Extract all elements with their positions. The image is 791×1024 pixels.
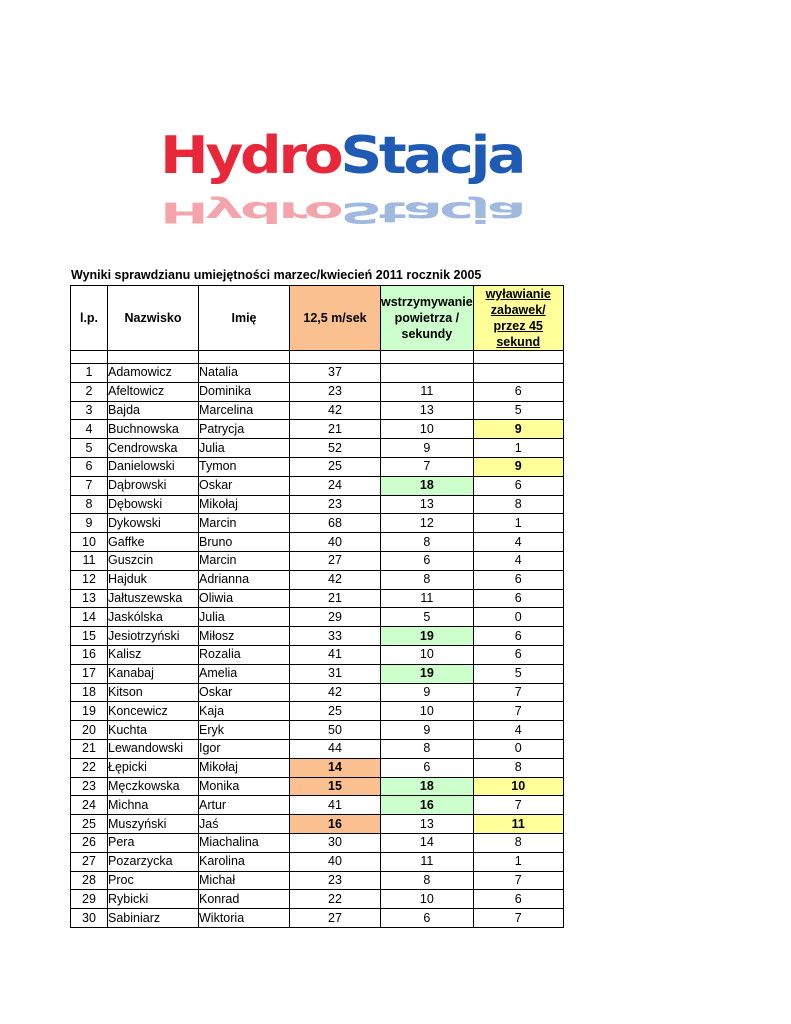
- cell-imie: Wiktoria: [199, 909, 290, 928]
- cell-nazwisko: Jaskólska: [108, 608, 199, 627]
- logo-reflection-hydro: Hydro: [160, 195, 341, 229]
- table-row: [71, 909, 564, 928]
- table-row: [71, 533, 564, 552]
- cell-nazwisko: Rybicki: [108, 890, 199, 909]
- cell-nazwisko: Hajduk: [108, 570, 199, 589]
- cell-nazwisko: Guszcin: [108, 551, 199, 570]
- cell-breath-hold: 13: [381, 401, 474, 420]
- table-row: [71, 514, 564, 533]
- cell-nazwisko: Łępicki: [108, 758, 199, 777]
- cell-breath-hold: 8: [381, 570, 474, 589]
- cell-breath-hold: 13: [381, 815, 474, 834]
- cell-lp: 20: [71, 721, 108, 740]
- cell-imie: Tymon: [199, 457, 290, 476]
- cell-lp: 24: [71, 796, 108, 815]
- cell-nazwisko: Adamowicz: [108, 364, 199, 383]
- cell-imie: Miłosz: [199, 627, 290, 646]
- cell-breath-hold: 6: [381, 909, 474, 928]
- logo-part-stacja: Stacja: [340, 126, 524, 186]
- header-imie: Imię: [199, 286, 290, 351]
- cell-nazwisko: Dykowski: [108, 514, 199, 533]
- cell-imie: Marcin: [199, 551, 290, 570]
- cell-imie: Rozalia: [199, 645, 290, 664]
- cell-breath-hold: 18: [381, 476, 474, 495]
- cell-lp: 28: [71, 871, 108, 890]
- cell-nazwisko: Koncewicz: [108, 702, 199, 721]
- cell-sprint: 42: [290, 570, 381, 589]
- cell-breath-hold: 11: [381, 382, 474, 401]
- table-row: [71, 476, 564, 495]
- cell-imie: Michał: [199, 871, 290, 890]
- logo-part-hydro: Hydro: [160, 126, 341, 186]
- cell-lp: 9: [71, 514, 108, 533]
- cell-sprint: 27: [290, 551, 381, 570]
- cell-lp: 16: [71, 645, 108, 664]
- results-body: [71, 364, 564, 928]
- table-row: [71, 401, 564, 420]
- results-table: [70, 285, 564, 928]
- cell-lp: 25: [71, 815, 108, 834]
- cell-toy-retrieval: 7: [473, 871, 563, 890]
- header-sprint: 12,5 m/sek: [290, 286, 381, 351]
- cell-breath-hold: 10: [381, 890, 474, 909]
- cell-toy-retrieval: 0: [473, 608, 563, 627]
- cell-breath-hold: 11: [381, 589, 474, 608]
- cell-toy-retrieval: 6: [473, 476, 563, 495]
- table-row: [71, 589, 564, 608]
- cell-lp: 23: [71, 777, 108, 796]
- logo-wordmark: [160, 126, 524, 186]
- cell-toy-retrieval: 10: [473, 777, 563, 796]
- cell-nazwisko: Proc: [108, 871, 199, 890]
- cell-imie: Eryk: [199, 721, 290, 740]
- cell-sprint: 14: [290, 758, 381, 777]
- cell-imie: Mikołaj: [199, 495, 290, 514]
- table-row: [71, 570, 564, 589]
- cell-imie: Karolina: [199, 852, 290, 871]
- cell-lp: 27: [71, 852, 108, 871]
- table-row: [71, 457, 564, 476]
- table-row: [71, 702, 564, 721]
- table-row: [71, 890, 564, 909]
- cell-breath-hold: 10: [381, 645, 474, 664]
- table-row: [71, 439, 564, 458]
- cell-lp: 15: [71, 627, 108, 646]
- cell-toy-retrieval: 6: [473, 382, 563, 401]
- cell-sprint: 23: [290, 871, 381, 890]
- table-row: [71, 683, 564, 702]
- cell-toy-retrieval: 1: [473, 439, 563, 458]
- table-row: [71, 420, 564, 439]
- cell-nazwisko: Gaffke: [108, 533, 199, 552]
- cell-imie: Julia: [199, 439, 290, 458]
- cell-lp: 11: [71, 551, 108, 570]
- cell-breath-hold: 6: [381, 758, 474, 777]
- cell-sprint: 25: [290, 702, 381, 721]
- cell-toy-retrieval: 6: [473, 645, 563, 664]
- cell-sprint: 23: [290, 495, 381, 514]
- cell-imie: Dominika: [199, 382, 290, 401]
- cell-breath-hold: 19: [381, 627, 474, 646]
- table-row: [71, 815, 564, 834]
- cell-nazwisko: Michna: [108, 796, 199, 815]
- cell-nazwisko: Bajda: [108, 401, 199, 420]
- cell-lp: 1: [71, 364, 108, 383]
- spacer-cell: [473, 351, 563, 364]
- cell-toy-retrieval: 5: [473, 401, 563, 420]
- header-row: [71, 286, 564, 351]
- cell-nazwisko: Kitson: [108, 683, 199, 702]
- cell-toy-retrieval: 7: [473, 796, 563, 815]
- logo-reflection-stacja: Stacja: [340, 195, 524, 229]
- cell-imie: Bruno: [199, 533, 290, 552]
- cell-toy-retrieval: 6: [473, 589, 563, 608]
- cell-toy-retrieval: 7: [473, 909, 563, 928]
- cell-sprint: 33: [290, 627, 381, 646]
- header-toy-retrieval: [473, 286, 563, 351]
- cell-breath-hold: 16: [381, 796, 474, 815]
- cell-nazwisko: Jałtuszewska: [108, 589, 199, 608]
- cell-lp: 4: [71, 420, 108, 439]
- cell-sprint: 25: [290, 457, 381, 476]
- cell-sprint: 42: [290, 683, 381, 702]
- cell-imie: Marcin: [199, 514, 290, 533]
- table-row: [71, 645, 564, 664]
- cell-sprint: 30: [290, 833, 381, 852]
- logo-reflection: [160, 195, 524, 229]
- cell-toy-retrieval: 1: [473, 514, 563, 533]
- spacer-cell: [71, 351, 108, 364]
- cell-imie: Oskar: [199, 476, 290, 495]
- cell-sprint: 29: [290, 608, 381, 627]
- cell-breath-hold: 18: [381, 777, 474, 796]
- header-nazwisko: Nazwisko: [108, 286, 199, 351]
- cell-sprint: 42: [290, 401, 381, 420]
- cell-breath-hold: 12: [381, 514, 474, 533]
- hydrostacja-logo: [160, 126, 524, 229]
- cell-sprint: 40: [290, 852, 381, 871]
- cell-imie: Artur: [199, 796, 290, 815]
- cell-imie: Marcelina: [199, 401, 290, 420]
- cell-nazwisko: Pera: [108, 833, 199, 852]
- cell-imie: Adrianna: [199, 570, 290, 589]
- table-row: [71, 627, 564, 646]
- cell-toy-retrieval: 4: [473, 721, 563, 740]
- table-row: [71, 852, 564, 871]
- cell-toy-retrieval: 6: [473, 570, 563, 589]
- cell-breath-hold: 10: [381, 420, 474, 439]
- cell-toy-retrieval: 8: [473, 495, 563, 514]
- cell-toy-retrieval: 11: [473, 815, 563, 834]
- spacer-cell: [381, 351, 474, 364]
- cell-sprint: 50: [290, 721, 381, 740]
- cell-imie: Oskar: [199, 683, 290, 702]
- spacer-cell: [290, 351, 381, 364]
- table-row: [71, 871, 564, 890]
- cell-nazwisko: Cendrowska: [108, 439, 199, 458]
- cell-breath-hold: 5: [381, 608, 474, 627]
- cell-sprint: 44: [290, 739, 381, 758]
- cell-lp: 3: [71, 401, 108, 420]
- table-row: [71, 777, 564, 796]
- table-row: [71, 833, 564, 852]
- table-row: [71, 739, 564, 758]
- table-row: [71, 495, 564, 514]
- cell-nazwisko: Dębowski: [108, 495, 199, 514]
- cell-lp: 7: [71, 476, 108, 495]
- cell-lp: 30: [71, 909, 108, 928]
- table-row: [71, 551, 564, 570]
- cell-breath-hold: 8: [381, 533, 474, 552]
- cell-sprint: 52: [290, 439, 381, 458]
- table-row: [71, 664, 564, 683]
- cell-breath-hold: 9: [381, 439, 474, 458]
- cell-lp: 12: [71, 570, 108, 589]
- header-toy-retrieval-label: wyławianie zabawek/ przez 45 sekund: [485, 287, 551, 349]
- cell-lp: 14: [71, 608, 108, 627]
- cell-imie: Amelia: [199, 664, 290, 683]
- cell-toy-retrieval: 4: [473, 551, 563, 570]
- cell-toy-retrieval: 0: [473, 739, 563, 758]
- cell-nazwisko: Danielowski: [108, 457, 199, 476]
- cell-nazwisko: Pozarzycka: [108, 852, 199, 871]
- cell-sprint: 27: [290, 909, 381, 928]
- cell-lp: 18: [71, 683, 108, 702]
- cell-toy-retrieval: [473, 364, 563, 383]
- cell-breath-hold: 9: [381, 683, 474, 702]
- cell-lp: 6: [71, 457, 108, 476]
- cell-imie: Patrycja: [199, 420, 290, 439]
- table-row: [71, 721, 564, 740]
- cell-lp: 17: [71, 664, 108, 683]
- cell-nazwisko: Jesiotrzyński: [108, 627, 199, 646]
- cell-breath-hold: 13: [381, 495, 474, 514]
- table-row: [71, 758, 564, 777]
- cell-nazwisko: Kanabaj: [108, 664, 199, 683]
- cell-breath-hold: 6: [381, 551, 474, 570]
- cell-toy-retrieval: 9: [473, 457, 563, 476]
- cell-imie: Monika: [199, 777, 290, 796]
- cell-toy-retrieval: 5: [473, 664, 563, 683]
- cell-breath-hold: 11: [381, 852, 474, 871]
- cell-lp: 10: [71, 533, 108, 552]
- spacer-cell: [199, 351, 290, 364]
- cell-sprint: 31: [290, 664, 381, 683]
- cell-sprint: 41: [290, 796, 381, 815]
- cell-lp: 21: [71, 739, 108, 758]
- cell-imie: Jaś: [199, 815, 290, 834]
- cell-breath-hold: 19: [381, 664, 474, 683]
- cell-nazwisko: Kalisz: [108, 645, 199, 664]
- cell-toy-retrieval: 9: [473, 420, 563, 439]
- cell-sprint: 21: [290, 589, 381, 608]
- cell-imie: Natalia: [199, 364, 290, 383]
- table-row: [71, 796, 564, 815]
- cell-imie: Igor: [199, 739, 290, 758]
- header-lp: l.p.: [71, 286, 108, 351]
- cell-imie: Oliwia: [199, 589, 290, 608]
- cell-nazwisko: Dąbrowski: [108, 476, 199, 495]
- cell-lp: 5: [71, 439, 108, 458]
- header-breath-hold: wstrzymywanie powietrza / sekundy: [381, 286, 474, 351]
- cell-toy-retrieval: 7: [473, 702, 563, 721]
- cell-imie: Julia: [199, 608, 290, 627]
- table-row: [71, 608, 564, 627]
- cell-toy-retrieval: 6: [473, 890, 563, 909]
- cell-breath-hold: 10: [381, 702, 474, 721]
- cell-nazwisko: Buchnowska: [108, 420, 199, 439]
- cell-toy-retrieval: 8: [473, 758, 563, 777]
- cell-lp: 19: [71, 702, 108, 721]
- cell-nazwisko: Męczkowska: [108, 777, 199, 796]
- spacer-cell: [108, 351, 199, 364]
- cell-sprint: 22: [290, 890, 381, 909]
- table-row: [71, 364, 564, 383]
- spacer-row: [71, 351, 564, 364]
- cell-sprint: 40: [290, 533, 381, 552]
- cell-lp: 22: [71, 758, 108, 777]
- cell-lp: 8: [71, 495, 108, 514]
- cell-nazwisko: Lewandowski: [108, 739, 199, 758]
- cell-toy-retrieval: 1: [473, 852, 563, 871]
- cell-nazwisko: Muszyński: [108, 815, 199, 834]
- cell-toy-retrieval: 7: [473, 683, 563, 702]
- table-row: [71, 382, 564, 401]
- cell-nazwisko: Afeltowicz: [108, 382, 199, 401]
- cell-sprint: 37: [290, 364, 381, 383]
- cell-imie: Mikołaj: [199, 758, 290, 777]
- page-title: Wyniki sprawdzianu umiejętności marzec/kwiecień 2011 rocznik 2005: [71, 268, 482, 282]
- cell-sprint: 15: [290, 777, 381, 796]
- cell-breath-hold: 8: [381, 871, 474, 890]
- cell-lp: 29: [71, 890, 108, 909]
- cell-toy-retrieval: 6: [473, 627, 563, 646]
- cell-breath-hold: 14: [381, 833, 474, 852]
- cell-lp: 2: [71, 382, 108, 401]
- cell-breath-hold: 7: [381, 457, 474, 476]
- cell-toy-retrieval: 4: [473, 533, 563, 552]
- cell-imie: Konrad: [199, 890, 290, 909]
- cell-breath-hold: [381, 364, 474, 383]
- cell-breath-hold: 8: [381, 739, 474, 758]
- cell-sprint: 24: [290, 476, 381, 495]
- cell-imie: Kaja: [199, 702, 290, 721]
- cell-sprint: 23: [290, 382, 381, 401]
- cell-lp: 26: [71, 833, 108, 852]
- cell-nazwisko: Sabiniarz: [108, 909, 199, 928]
- cell-sprint: 41: [290, 645, 381, 664]
- cell-lp: 13: [71, 589, 108, 608]
- cell-nazwisko: Kuchta: [108, 721, 199, 740]
- cell-imie: Miachalina: [199, 833, 290, 852]
- cell-toy-retrieval: 8: [473, 833, 563, 852]
- cell-breath-hold: 9: [381, 721, 474, 740]
- cell-sprint: 68: [290, 514, 381, 533]
- cell-sprint: 21: [290, 420, 381, 439]
- cell-sprint: 16: [290, 815, 381, 834]
